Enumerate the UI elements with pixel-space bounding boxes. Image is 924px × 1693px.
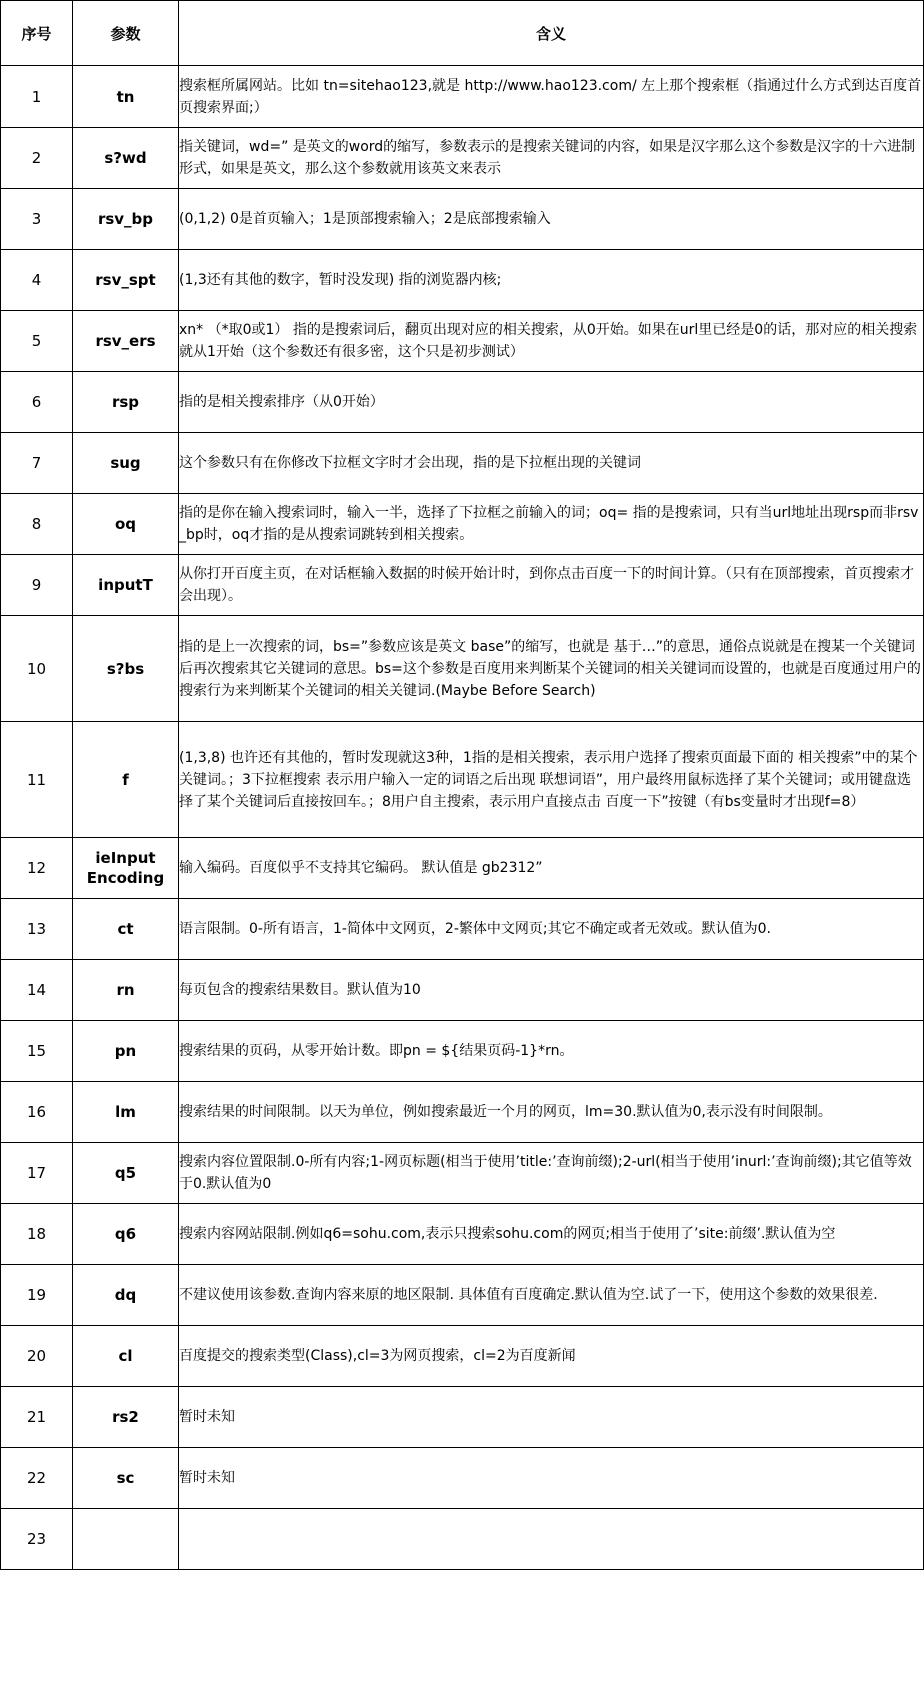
row-index: 23	[1, 1509, 73, 1570]
table-row	[1, 960, 924, 1021]
row-param: pn	[73, 1021, 179, 1082]
row-description: 不建议使用该参数.查询内容来原的地区限制. 具体值有百度确定.默认值为空.试了一下，使用这个参数的效果很差.	[179, 1265, 924, 1326]
row-param: rsv_bp	[73, 189, 179, 250]
row-description: 指的是你在输入搜索词时，输入一半，选择了下拉框之前输入的词；oq= 指的是搜索词，只有当url地址出现rsp而非rsv_bp时，oq才指的是从搜索词跳转到相关搜索。	[179, 494, 924, 555]
row-index: 13	[1, 899, 73, 960]
row-description: 搜索结果的页码，从零开始计数。即pn = ${结果页码-1}*rn。	[179, 1021, 924, 1082]
row-param: rsv_ers	[73, 311, 179, 372]
row-param: dq	[73, 1265, 179, 1326]
row-param: sc	[73, 1448, 179, 1509]
row-param: rsv_spt	[73, 250, 179, 311]
row-index: 7	[1, 433, 73, 494]
table-row	[1, 128, 924, 189]
table-body	[1, 66, 924, 1570]
row-index: 22	[1, 1448, 73, 1509]
row-description: (1,3还有其他的数字，暂时没发现) 指的浏览器内核;	[179, 250, 924, 311]
row-param: ieInput Encoding	[73, 838, 179, 899]
row-index: 12	[1, 838, 73, 899]
row-param: sug	[73, 433, 179, 494]
row-param: rsp	[73, 372, 179, 433]
row-param: inputT	[73, 555, 179, 616]
header-meaning: 含义	[179, 1, 924, 66]
table-row	[1, 66, 924, 128]
row-index: 14	[1, 960, 73, 1021]
row-description: (0,1,2) 0是首页输入；1是顶部搜索输入；2是底部搜索输入	[179, 189, 924, 250]
table-row	[1, 1143, 924, 1204]
table-row	[1, 1204, 924, 1265]
row-description: 搜索结果的时间限制。以天为单位，例如搜索最近一个月的网页，lm=30.默认值为0,表示没有时间限制。	[179, 1082, 924, 1143]
row-description: 搜索内容位置限制.0-所有内容;1-网页标题(相当于使用’title:’查询前缀);2-url(相当于使用’inurl:’查询前缀);其它值等效于0.默认值为0	[179, 1143, 924, 1204]
row-index: 10	[1, 616, 73, 722]
row-param: s?bs	[73, 616, 179, 722]
row-description: xn* （*取0或1） 指的是搜索词后，翻页出现对应的相关搜索，从0开始。如果在url里已经是0的话，那对应的相关搜索就从1开始（这个参数还有很多密，这个只是初步测试）	[179, 311, 924, 372]
row-description	[179, 1509, 924, 1570]
row-index: 2	[1, 128, 73, 189]
row-index: 5	[1, 311, 73, 372]
table-row	[1, 899, 924, 960]
row-index: 3	[1, 189, 73, 250]
row-index: 4	[1, 250, 73, 311]
row-index: 6	[1, 372, 73, 433]
row-description: 从你打开百度主页，在对话框输入数据的时候开始计时，到你点击百度一下的时间计算。（只有在顶部搜索，首页搜索才会出现）。	[179, 555, 924, 616]
table-row	[1, 838, 924, 899]
row-param: rs2	[73, 1387, 179, 1448]
header-row	[1, 1, 924, 66]
row-param: cl	[73, 1326, 179, 1387]
table-row	[1, 616, 924, 722]
table-row	[1, 722, 924, 838]
row-description: 指关键词，wd=” 是英文的word的缩写，参数表示的是搜索关键词的内容，如果是汉字那么这个参数是汉字的十六进制形式，如果是英文，那么这个参数就用该英文来表示	[179, 128, 924, 189]
row-description: 每页包含的搜索结果数目。默认值为10	[179, 960, 924, 1021]
row-index: 19	[1, 1265, 73, 1326]
row-description: 搜索框所属网站。比如 tn=sitehao123,就是 http://www.hao123.com/ 左上那个搜索框（指通过什么方式到达百度首页搜索界面;）	[179, 66, 924, 128]
table-row	[1, 1082, 924, 1143]
row-param: ct	[73, 899, 179, 960]
row-index: 9	[1, 555, 73, 616]
table-row	[1, 372, 924, 433]
table-row	[1, 189, 924, 250]
row-index: 1	[1, 66, 73, 128]
table-row	[1, 1326, 924, 1387]
table-row	[1, 555, 924, 616]
table-row	[1, 1387, 924, 1448]
row-description: 指的是相关搜索排序（从0开始）	[179, 372, 924, 433]
row-param	[73, 1509, 179, 1570]
row-param: rn	[73, 960, 179, 1021]
table-row	[1, 311, 924, 372]
row-param: f	[73, 722, 179, 838]
row-index: 17	[1, 1143, 73, 1204]
header-param: 参数	[73, 1, 179, 66]
table-row	[1, 1021, 924, 1082]
row-description: 这个参数只有在你修改下拉框文字时才会出现，指的是下拉框出现的关键词	[179, 433, 924, 494]
row-description: 暂时未知	[179, 1387, 924, 1448]
table-row	[1, 494, 924, 555]
row-param: q6	[73, 1204, 179, 1265]
row-description: 输入编码。百度似乎不支持其它编码。 默认值是 gb2312”	[179, 838, 924, 899]
row-param: tn	[73, 66, 179, 128]
row-index: 20	[1, 1326, 73, 1387]
row-index: 11	[1, 722, 73, 838]
header-index: 序号	[1, 1, 73, 66]
table-row	[1, 1448, 924, 1509]
row-index: 15	[1, 1021, 73, 1082]
row-description: 语言限制。0-所有语言，1-简体中文网页，2-繁体中文网页;其它不确定或者无效或。默认值为0.	[179, 899, 924, 960]
table-row	[1, 250, 924, 311]
row-param: oq	[73, 494, 179, 555]
row-param: q5	[73, 1143, 179, 1204]
row-description: 搜索内容网站限制.例如q6=sohu.com,表示只搜索sohu.com的网页;相当于使用了’site:前缀’.默认值为空	[179, 1204, 924, 1265]
table-row	[1, 1265, 924, 1326]
row-index: 8	[1, 494, 73, 555]
row-param: lm	[73, 1082, 179, 1143]
row-index: 16	[1, 1082, 73, 1143]
row-description: 指的是上一次搜索的词，bs=”参数应该是英文 base”的缩写，也就是 基于…”的意思，通俗点说就是在搜某一个关键词后再次搜索其它关键词的意思。bs=这个参数是百度用来判断某个关键词的相关关键词而设置的，也就是百度通过用户的搜索行为来判断某个关键词的相关关键词.(Maybe Before Search)	[179, 616, 924, 722]
row-index: 21	[1, 1387, 73, 1448]
table-row	[1, 1509, 924, 1570]
row-description: (1,3,8) 也许还有其他的，暂时发现就这3种，1指的是相关搜索，表示用户选择了搜索页面最下面的 相关搜索”中的某个关键词。；3下拉框搜索 表示用户输入一定的词语之后出现 联想词语”，用户最终用鼠标选择了某个关键词；或用键盘选择了某个关键词后直接按回车。；8用户自主搜索，表示用户直接点击 百度一下”按键（有bs变量时才出现f=8）	[179, 722, 924, 838]
row-param: s?wd	[73, 128, 179, 189]
row-index: 18	[1, 1204, 73, 1265]
row-description: 百度提交的搜索类型(Class),cl=3为网页搜索，cl=2为百度新闻	[179, 1326, 924, 1387]
row-description: 暂时未知	[179, 1448, 924, 1509]
table-row	[1, 433, 924, 494]
